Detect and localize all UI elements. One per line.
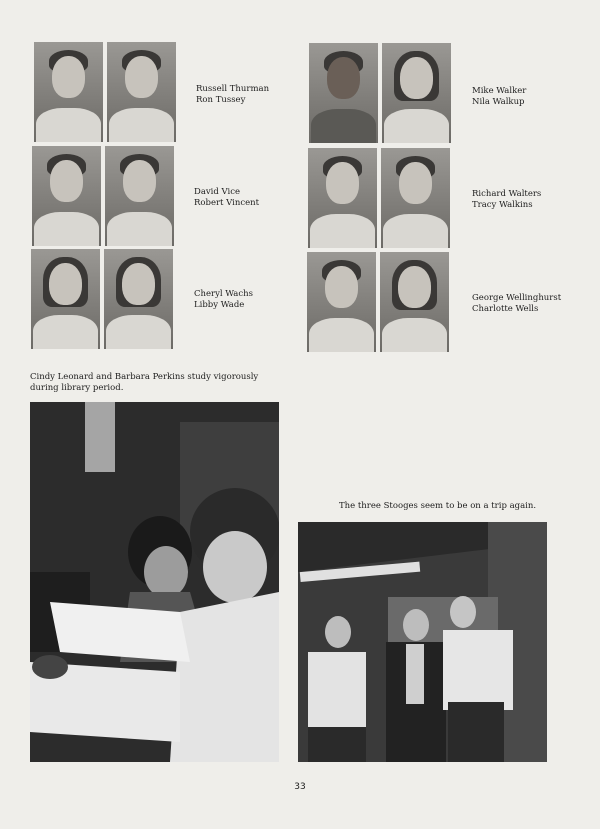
student-name: Russell Thurman	[196, 84, 270, 94]
student-name: Richard Walters	[472, 189, 542, 199]
portrait-nila-walkup	[382, 43, 451, 143]
student-name: George Wellinghurst	[472, 293, 562, 303]
page-number: 33	[294, 782, 306, 792]
library-caption: Cindy Leonard and Barbara Perkins study vigorously during library period.	[30, 372, 259, 393]
portrait-ron-tussey	[107, 42, 176, 142]
portrait-cheryl-wachs	[31, 249, 100, 349]
names-row-2-right	[472, 189, 541, 211]
student-name: Tracy Walkins	[472, 200, 533, 210]
names-row-3-left	[194, 289, 253, 311]
portrait-tracy-walkins	[381, 148, 450, 248]
library-photo	[30, 402, 279, 762]
portrait-richard-walters	[308, 148, 377, 248]
student-name: Robert Vincent	[194, 198, 260, 208]
student-name: Ron Tussey	[196, 95, 246, 105]
portrait-charlotte-wells	[380, 252, 449, 352]
portrait-mike-walker	[309, 43, 378, 143]
student-name: David Vice	[194, 187, 241, 197]
student-name: Mike Walker	[472, 86, 527, 96]
portrait-russell-thurman	[34, 42, 103, 142]
student-name: Nila Walkup	[472, 97, 525, 107]
names-row-3-right	[472, 293, 561, 315]
names-row-1-left	[196, 84, 269, 106]
portrait-libby-wade	[104, 249, 173, 349]
stooges-photo	[298, 522, 547, 762]
names-row-2-left	[194, 187, 259, 209]
stooges-caption: The three Stooges seem to be on a trip again.	[339, 501, 537, 511]
student-name: Cheryl Wachs	[194, 289, 253, 299]
names-row-1-right	[472, 86, 526, 108]
student-name: Charlotte Wells	[472, 304, 539, 314]
portrait-george-wellinghurst	[307, 252, 376, 352]
portrait-robert-vincent	[105, 146, 174, 246]
portrait-david-vice	[32, 146, 101, 246]
student-name: Libby Wade	[194, 300, 245, 310]
